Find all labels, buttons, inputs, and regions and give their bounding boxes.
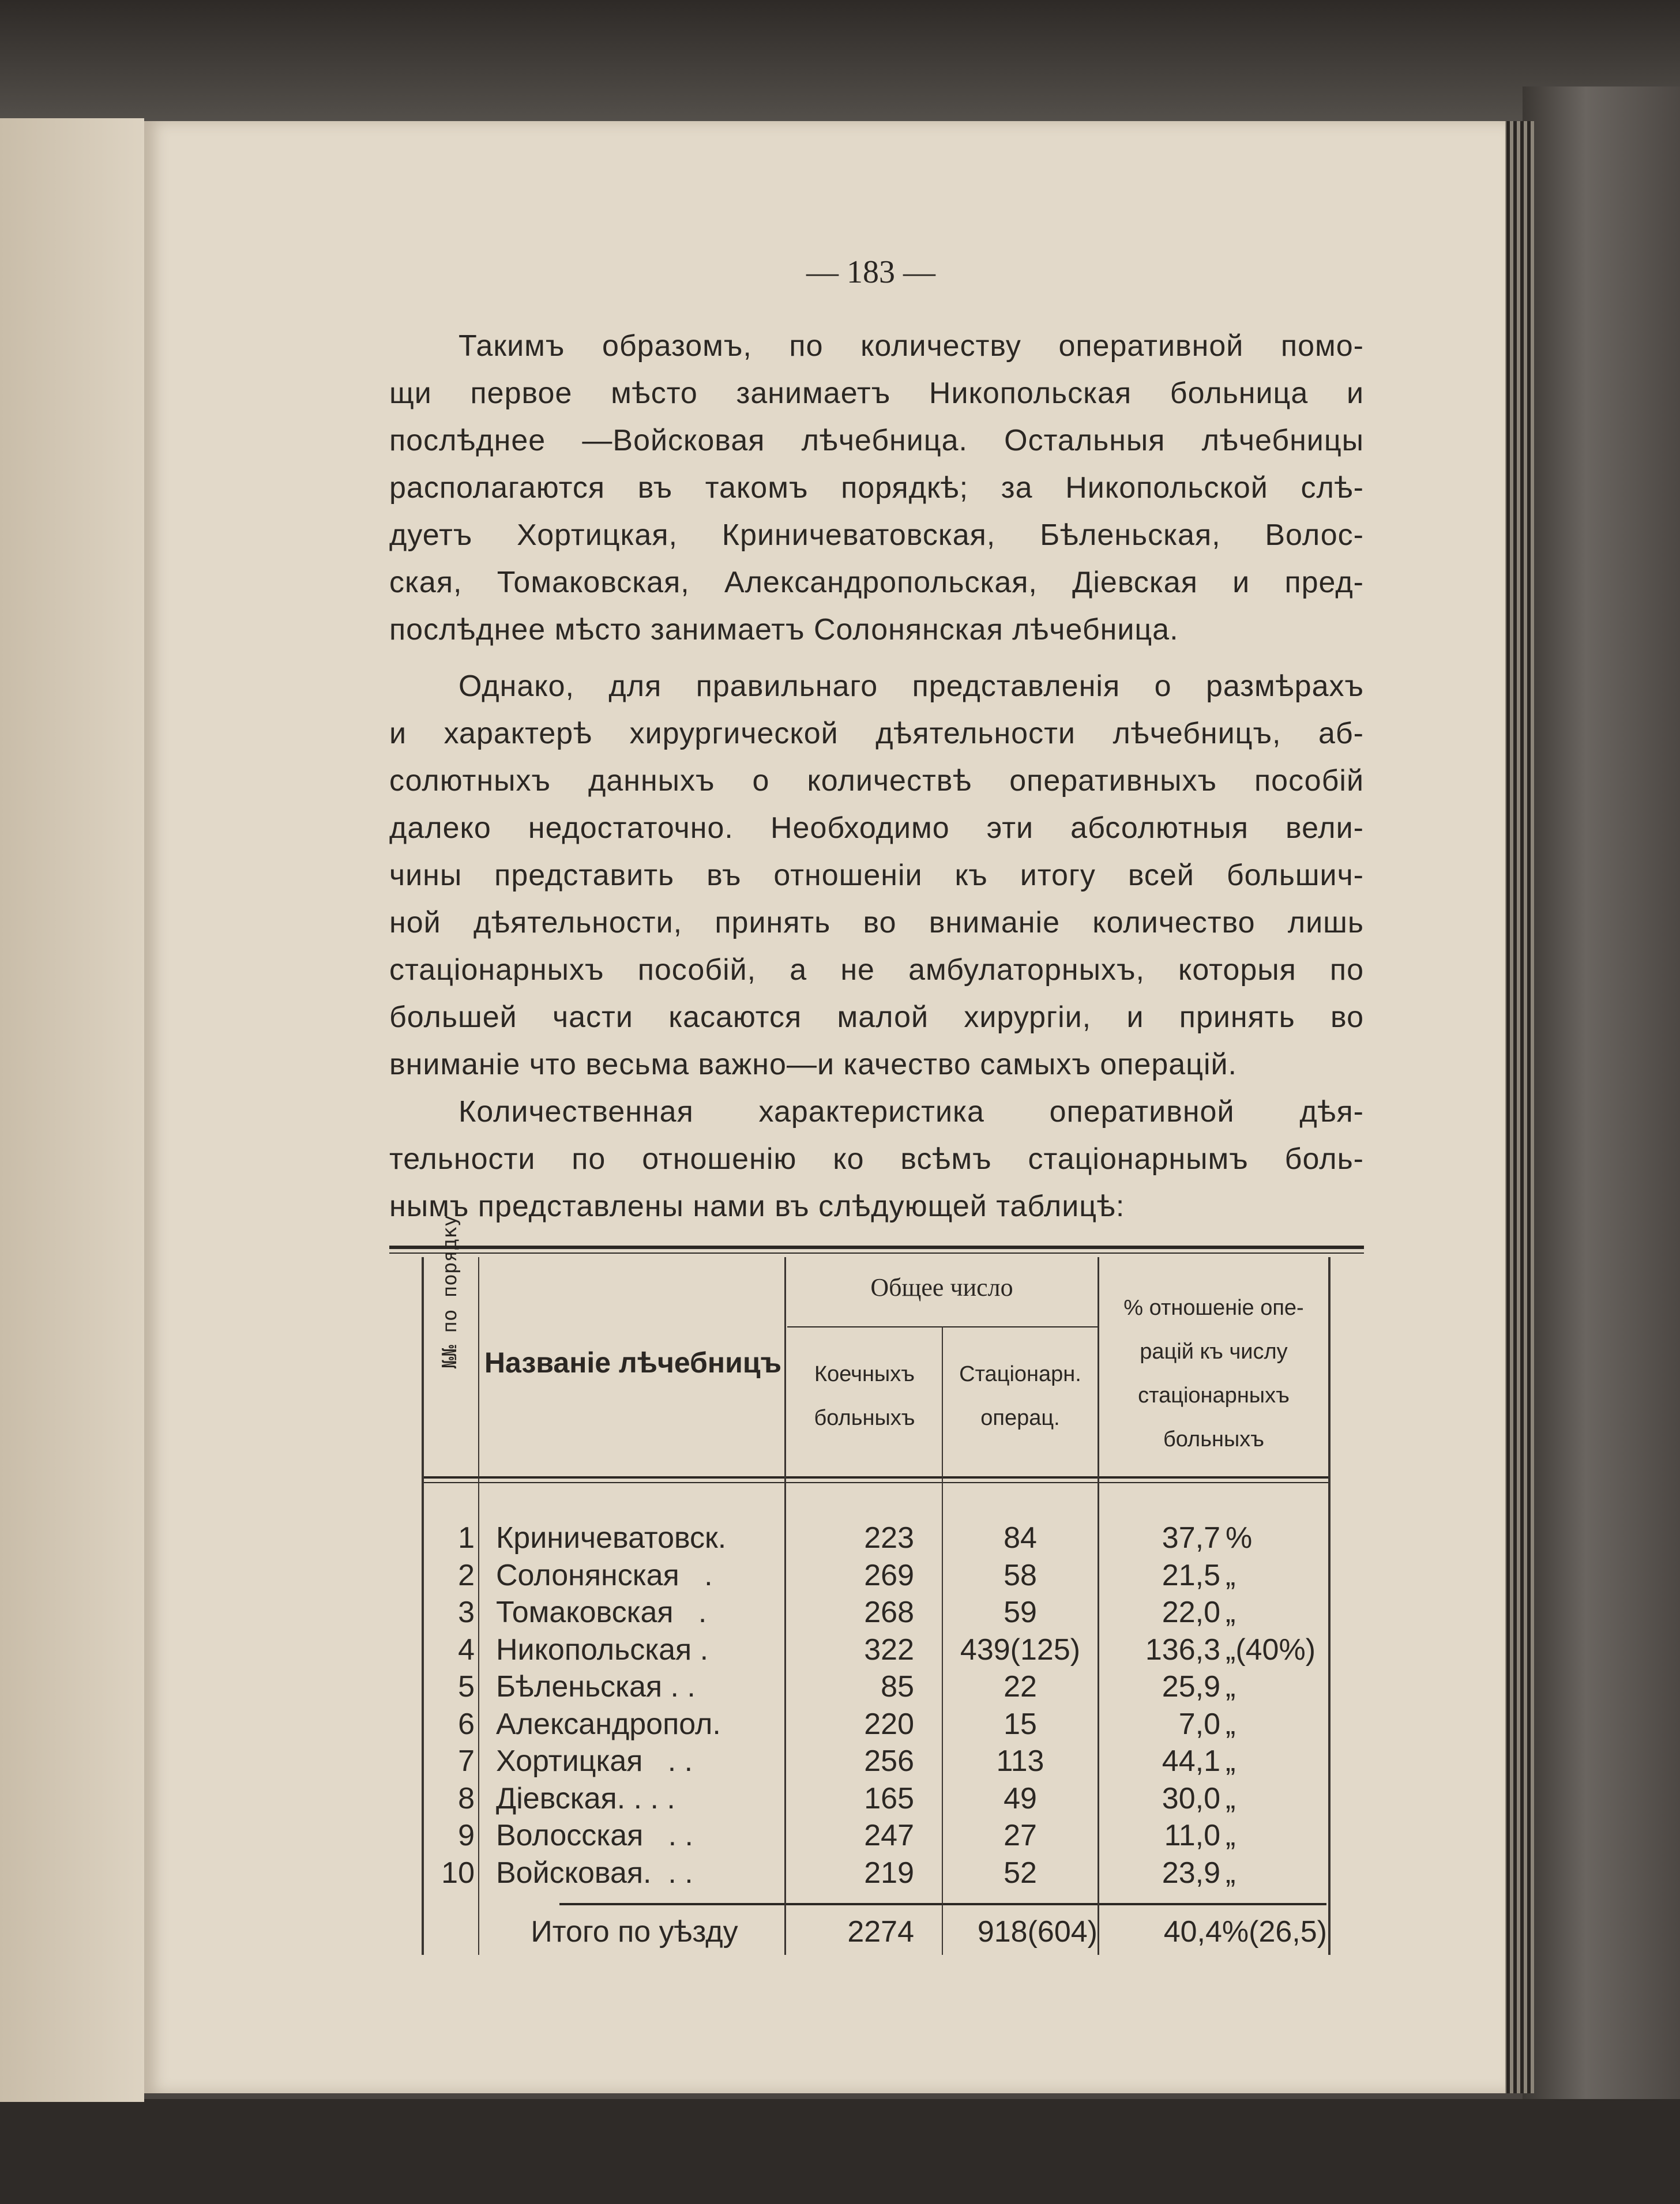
beds-count: 220 <box>864 1707 914 1741</box>
text-line: послѣднее мѣсто занимаетъ Солонянская лѣчебница. <box>389 613 1179 646</box>
total-pct: 40,4%(26,5) <box>1163 1915 1327 1949</box>
ops-count: 59 <box>1004 1596 1037 1629</box>
beds-count: 322 <box>864 1633 914 1667</box>
hospital-name: Криничеватовск. <box>496 1521 727 1555</box>
pct-value: 21,5 <box>1162 1558 1220 1592</box>
pct-unit: „ <box>1226 1670 1236 1703</box>
text-line: чины представить въ отношенiи къ итогу всей большич- <box>389 859 1364 892</box>
beds-count: 269 <box>864 1558 914 1592</box>
text-line: тельности по отношенiю ко всѣмъ стацiонарнымъ боль- <box>389 1142 1364 1176</box>
pct-unit: „ <box>1226 1558 1236 1592</box>
text-line: дуетъ Хортицкая, Криничеватовская, Бѣленьская, Волос- <box>389 518 1364 552</box>
header-ops-line: операц. <box>980 1406 1060 1430</box>
beds-count: 256 <box>864 1744 914 1778</box>
text-line: Однако, для правильнаго представленiя о размѣрахъ <box>458 670 1364 703</box>
ops-count: 84 <box>1004 1521 1037 1555</box>
pct-value: 11,0 <box>1164 1819 1220 1852</box>
ops-count: 49 <box>1004 1781 1037 1815</box>
total-beds: 2274 <box>847 1915 914 1949</box>
pct-value: 37,7 <box>1162 1521 1220 1555</box>
book-cover-bottom <box>0 2099 1680 2204</box>
text-line: Такимъ образомъ, по количеству оперативной помо- <box>458 329 1364 363</box>
beds-count: 247 <box>864 1819 914 1852</box>
header-beds <box>787 1352 942 1440</box>
ops-count: 27 <box>1004 1819 1037 1852</box>
row-number: 4 <box>458 1633 475 1667</box>
left-page-edge <box>0 118 144 2102</box>
row-number: 1 <box>458 1521 475 1555</box>
pct-value: 7,0 <box>1178 1707 1220 1741</box>
pct-unit: „ <box>1226 1781 1236 1815</box>
row-number: 9 <box>458 1819 475 1852</box>
row-number: 6 <box>458 1707 475 1741</box>
pct-unit: „(40%) <box>1226 1633 1316 1667</box>
row-number: 2 <box>458 1558 475 1592</box>
header-number: №№ по порядку <box>438 1214 461 1369</box>
text-line: солютныхъ данныхъ о количествѣ оперативныхъ пособiй <box>389 764 1364 798</box>
header-pct-line: стацiонарныхъ <box>1138 1383 1290 1408</box>
ops-count: 58 <box>1004 1558 1037 1592</box>
header-beds-line: Коечныхъ <box>814 1362 915 1386</box>
pct-unit: „ <box>1226 1596 1236 1629</box>
header-ops <box>943 1352 1098 1440</box>
row-number: 5 <box>458 1670 475 1703</box>
header-bottom-rule <box>424 1476 1329 1479</box>
total-label: Итого по уѣзду <box>531 1915 738 1949</box>
pct-value: 22,0 <box>1162 1596 1220 1629</box>
text-line: ская, Томаковская, Александропольская, Дiевская и пред- <box>389 566 1364 599</box>
hospital-name: Хортицкая . . <box>496 1744 693 1778</box>
header-pct-line: рацiй къ числу <box>1140 1340 1288 1364</box>
hospital-name: Дiевская. . . . <box>496 1781 675 1815</box>
total-ops: 918(604) <box>977 1915 1098 1949</box>
text-line: ной дѣятельности, принять во вниманiе количество лишь <box>389 906 1364 939</box>
text-line: нымъ представлены нами въ слѣдующей таблицѣ: <box>389 1190 1125 1223</box>
pct-unit: „ <box>1226 1744 1236 1778</box>
row-number: 10 <box>441 1856 475 1890</box>
hospital-name: Волосская . . <box>496 1819 693 1852</box>
group-header-rule <box>787 1326 1099 1327</box>
text-line: вниманiе что весьма важно—и качество самыхъ операцiй. <box>389 1048 1237 1081</box>
col-divider <box>784 1257 786 1955</box>
text-line: послѣднее —Войсковая лѣчебница. Остальныя лѣчебницы <box>389 424 1364 457</box>
total-rule <box>559 1903 1326 1905</box>
col-divider <box>478 1257 479 1955</box>
text-line: располагаются въ такомъ порядкѣ; за Никопольской слѣ- <box>389 471 1364 505</box>
text-line: Количественная характеристика оперативной дѣя- <box>458 1095 1364 1129</box>
book-cover-right <box>1523 86 1680 2105</box>
header-ops-line: Стацiонарн. <box>959 1362 1081 1386</box>
header-pct-line: больныхъ <box>1163 1427 1265 1451</box>
text-line: большей части касаются малой хирургiи, и принять во <box>389 1001 1364 1034</box>
hospital-name: Солонянская . <box>496 1558 713 1592</box>
beds-count: 219 <box>864 1856 914 1890</box>
pct-value: 136,3 <box>1145 1633 1220 1667</box>
book-cover-top <box>0 0 1680 124</box>
hospital-name: Томаковская . <box>496 1596 707 1629</box>
text-line: щи первое мѣсто занимаетъ Никопольская больница и <box>389 377 1364 410</box>
row-number: 8 <box>458 1781 475 1815</box>
beds-count: 85 <box>881 1670 914 1703</box>
beds-count: 268 <box>864 1596 914 1629</box>
header-group: Общее число <box>870 1273 1013 1302</box>
text-line: стацiонарныхъ пособiй, а не амбулаторныхъ, которыя по <box>389 953 1364 987</box>
header-beds-line: больныхъ <box>814 1406 915 1430</box>
text-line: и характерѣ хирургической дѣятельности лѣчебницъ, аб- <box>389 717 1364 750</box>
hospital-name: Войсковая. . . <box>496 1856 693 1890</box>
text-line: далеко недостаточно. Необходимо эти абсолютныя вели- <box>389 811 1364 845</box>
row-number: 3 <box>458 1596 475 1629</box>
pct-value: 30,0 <box>1162 1781 1220 1815</box>
pct-value: 23,9 <box>1162 1856 1220 1890</box>
hospital-name: Бѣленьская . . <box>496 1670 696 1703</box>
hospital-name: Александропол. <box>496 1707 721 1741</box>
hospital-name: Никопольская . <box>496 1633 709 1667</box>
header-pct <box>1099 1286 1328 1461</box>
ops-count: 22 <box>1004 1670 1037 1703</box>
pct-value: 25,9 <box>1162 1670 1220 1703</box>
pct-unit: % <box>1226 1521 1253 1555</box>
header-name: Названiе лѣчебницъ <box>484 1347 782 1379</box>
pct-unit: „ <box>1226 1707 1236 1741</box>
beds-count: 165 <box>864 1781 914 1815</box>
header-bottom-rule-thin <box>424 1482 1329 1483</box>
pct-unit: „ <box>1226 1856 1236 1890</box>
beds-count: 223 <box>864 1521 914 1555</box>
ops-count: 15 <box>1004 1707 1037 1741</box>
pct-value: 44,1 <box>1162 1744 1220 1778</box>
row-number: 7 <box>458 1744 475 1778</box>
table-top-rule <box>389 1246 1364 1249</box>
table-top-rule-thin <box>389 1253 1364 1254</box>
header-pct-line: % отношенiе опе- <box>1123 1296 1304 1320</box>
ops-count: 52 <box>1004 1856 1037 1890</box>
ops-count: 113 <box>996 1744 1044 1778</box>
pct-unit: „ <box>1226 1819 1236 1852</box>
page-number: — 183 — <box>806 254 935 290</box>
ops-count: 439(125) <box>960 1633 1081 1667</box>
